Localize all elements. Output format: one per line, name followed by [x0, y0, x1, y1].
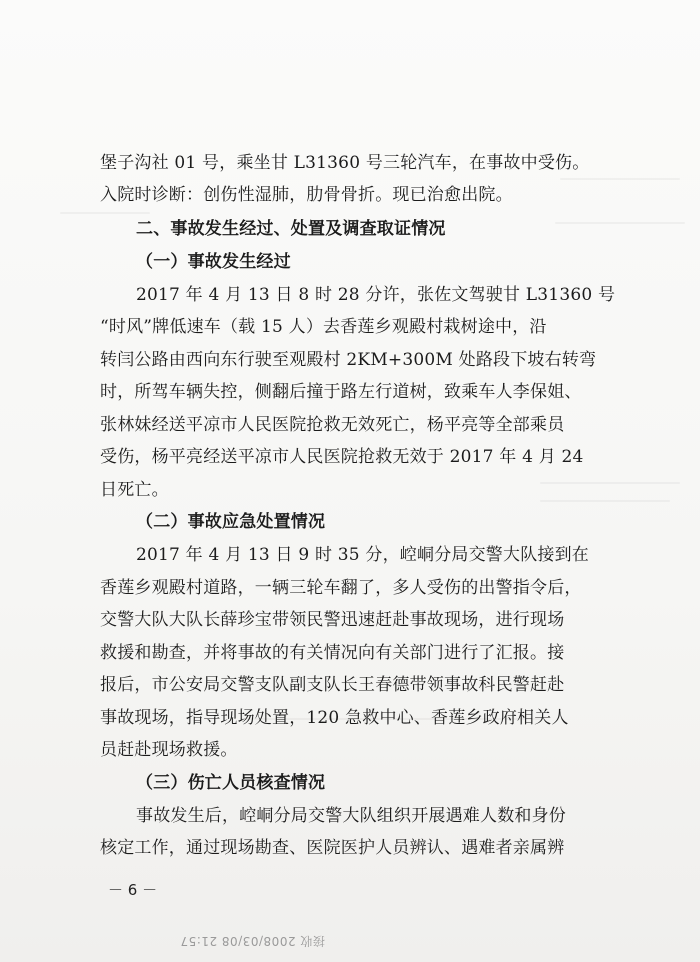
- scan-streak: [560, 178, 680, 180]
- body-line: 2017 年 4 月 13 日 8 时 28 分许，张佐文驾驶甘 L31360 号: [136, 285, 616, 305]
- body-line: 事故现场，指导现场处置，120 急救中心、香莲乡政府相关人: [100, 708, 569, 728]
- body-line: 报后，市公安局交警支队副支队长王春德带领事故科民警赶赴: [100, 675, 565, 695]
- body-line: 张林妹经送平凉市人民医院抢救无效死亡，杨平亮等全部乘员: [100, 415, 565, 435]
- scan-streak: [60, 212, 150, 214]
- body-line: 堡子沟社 01 号，乘坐甘 L31360 号三轮汽车，在事故中受伤。: [100, 153, 590, 173]
- body-line: “时风”牌低速车（载 15 人）去香莲乡观殿村栽树途中，沿: [100, 317, 547, 337]
- page-number: － 6 －: [108, 881, 158, 899]
- body-line: 日死亡。: [100, 480, 169, 500]
- subsection-heading: （二）事故应急处置情况: [136, 512, 326, 532]
- subsection-heading: （三）伤亡人员核查情况: [136, 773, 326, 793]
- body-line: 2017 年 4 月 13 日 9 时 35 分，崆峒分局交警大队接到在: [136, 545, 589, 565]
- body-line: 入院时诊断：创伤性湿肺，肋骨骨折。现已治愈出院。: [100, 185, 513, 205]
- body-line: 事故发生后，崆峒分局交警大队组织开展遇难人数和身份: [136, 806, 566, 826]
- body-line: 时，所驾车辆失控，侧翻后撞于路左行道树，致乘车人李保姐、: [100, 382, 582, 402]
- body-line: 员赶赴现场救援。: [100, 740, 238, 760]
- section-heading: 二、事故发生经过、处置及调查取证情况: [136, 219, 446, 239]
- body-line: 救援和勘查，并将事故的有关情况向有关部门进行了汇报。接: [100, 643, 565, 663]
- body-line: 核定工作，通过现场勘查、医院医护人员辨认、遇难者亲属辨: [100, 838, 565, 858]
- scan-stamp: 接收 2008/03/08 21:57: [180, 934, 325, 948]
- body-line: 受伤，杨平亮经送平凉市人民医院抢救无效于 2017 年 4 月 24: [100, 447, 584, 467]
- body-line: 香莲乡观殿村道路，一辆三轮车翻了，多人受伤的出警指令后，: [100, 578, 582, 598]
- body-line: 交警大队大队长薛珍宝带领民警迅速赶赴事故现场，进行现场: [100, 610, 565, 630]
- body-line: 转闫公路由西向东行驶至观殿村 2KM+300M 处路段下坡右转弯: [100, 350, 597, 370]
- subsection-heading: （一）事故发生经过: [136, 252, 291, 272]
